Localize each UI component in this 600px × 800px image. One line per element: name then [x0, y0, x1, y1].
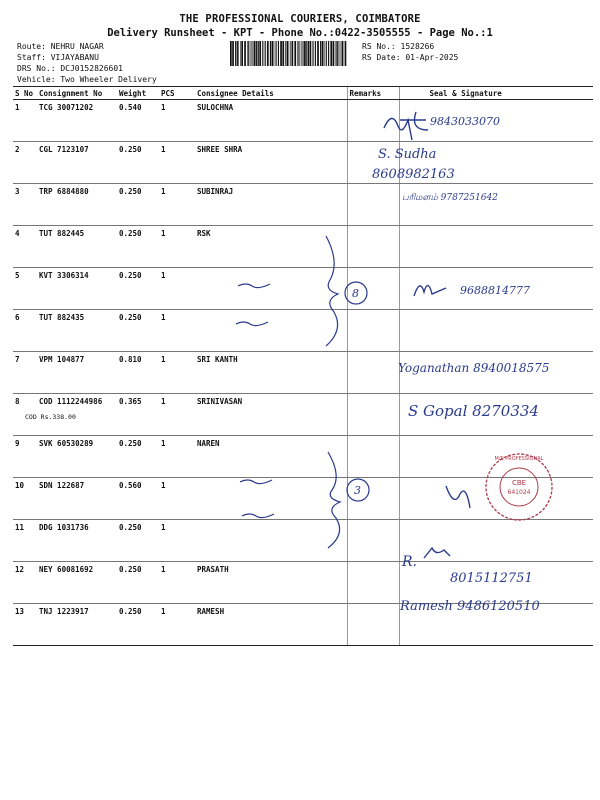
- consignment-value: TRP 6884880: [39, 187, 89, 196]
- sheet-subtitle: Delivery Runsheet - KPT - Phone No.:0422-3505555 - Page No.:1: [107, 27, 493, 39]
- pcs-value: 1: [161, 607, 166, 616]
- cell-consignee: [195, 520, 347, 562]
- table-header-row: [13, 87, 593, 100]
- handwritten-phone-row-2: 8608982163: [372, 167, 455, 182]
- cell-consignee: [195, 562, 347, 604]
- cell-weight: [117, 478, 159, 520]
- table-row: [13, 226, 593, 268]
- barcode-bar: [333, 41, 335, 66]
- cell-signature: [399, 478, 593, 520]
- consignee-value: SRI KANTH: [197, 355, 238, 364]
- barcode-bar: [287, 41, 288, 66]
- cell-signature: [399, 394, 593, 436]
- barcode-image: [230, 41, 348, 66]
- rs-number: RS No.: 1528266: [362, 42, 435, 51]
- table-row: [13, 478, 593, 520]
- barcode-bar: [278, 41, 279, 66]
- barcode-bar: [337, 41, 338, 66]
- sno-value: 12: [15, 565, 25, 574]
- barcode-bar: [254, 41, 256, 66]
- stamp-text-city: CBE: [511, 479, 527, 487]
- cell-pcs: [159, 562, 195, 604]
- barcode-bar: [253, 41, 254, 66]
- pcs-value: 1: [161, 397, 166, 406]
- table-row: [13, 562, 593, 604]
- pcs-value: 1: [161, 439, 166, 448]
- barcode-bar: [282, 41, 284, 66]
- cell-signature: [399, 520, 593, 562]
- barcode-bar: [306, 41, 307, 66]
- weight-value: 0.560: [119, 481, 142, 490]
- cell-weight: [117, 520, 159, 562]
- handwritten-text-row-3: பரிமளம் 9787251642: [402, 193, 498, 203]
- weight-value: 0.250: [119, 523, 142, 532]
- cell-sno: [13, 478, 37, 520]
- barcode-bar: [274, 41, 275, 66]
- barcode-bar: [310, 41, 312, 66]
- cell-consignee: [195, 394, 347, 436]
- consignment-value: SDN 122687: [39, 481, 85, 490]
- circled-count-text-2: 3: [354, 484, 361, 497]
- barcode-bar: [230, 41, 232, 66]
- cod-amount: COD Rs.338.00: [25, 413, 76, 421]
- cell-consignment: [25, 394, 117, 436]
- barcode-bar: [320, 41, 321, 66]
- cell-pcs: [159, 268, 195, 310]
- consignee-value: SULOCHNA: [197, 103, 234, 112]
- cell-pcs: [159, 310, 195, 352]
- cell-signature: [399, 310, 593, 352]
- consignment-value: SVK 60530289: [39, 439, 94, 448]
- sno-value: 8: [15, 397, 20, 406]
- cell-consignment: [37, 100, 117, 142]
- consignee-value: RSK: [197, 229, 211, 238]
- consignment-value: DDG 1031736: [39, 523, 89, 532]
- cell-weight: [117, 310, 159, 352]
- table-row: [13, 394, 593, 436]
- handwritten-phone-row-1: 9843033070: [430, 115, 500, 128]
- consignment-value: TCG 30071202: [39, 103, 94, 112]
- cell-consignment: [37, 142, 117, 184]
- barcode-bar: [235, 41, 236, 66]
- cell-pcs: [159, 100, 195, 142]
- barcode-bar: [241, 41, 243, 66]
- barcode-bar: [238, 41, 239, 66]
- barcode-bar: [302, 41, 303, 66]
- cell-weight: [117, 604, 159, 646]
- cell-consignment: [37, 562, 117, 604]
- barcode-bar: [297, 41, 298, 66]
- vehicle-text: Vehicle: Two Wheeler Delivery: [17, 75, 157, 84]
- cell-pcs: [159, 184, 195, 226]
- cell-signature: [399, 352, 593, 394]
- cell-pcs: [159, 478, 195, 520]
- handwritten-text-row-13: Ramesh 9486120510: [400, 599, 540, 614]
- header-sno: S No: [13, 87, 37, 100]
- barcode-bar: [303, 41, 304, 66]
- cell-consignment: [37, 226, 117, 268]
- sno-value: 10: [15, 481, 25, 490]
- barcode-bar: [304, 41, 306, 66]
- cell-consignment: [37, 268, 117, 310]
- cell-remarks: [347, 562, 399, 604]
- cell-remarks: [347, 436, 399, 478]
- header-consignee: Consignee Details: [195, 87, 347, 100]
- barcode-bar: [259, 41, 261, 66]
- pcs-value: 1: [161, 271, 166, 280]
- cell-sno: [13, 562, 37, 604]
- barcode-bar: [341, 41, 342, 66]
- consignment-value: TNJ 1223917: [39, 607, 89, 616]
- barcode-bar: [328, 41, 329, 66]
- sheet-title: THE PROFESSIONAL COURIERS, COIMBATORE: [179, 13, 421, 25]
- barcode-bar: [280, 41, 282, 66]
- cell-consignee: [195, 100, 347, 142]
- consignment-value: VPM 104877: [39, 355, 85, 364]
- weight-value: 0.250: [119, 565, 142, 574]
- cell-sno: [13, 142, 37, 184]
- weight-value: 0.810: [119, 355, 142, 364]
- barcode-bar: [265, 41, 266, 66]
- barcode-bar: [330, 41, 332, 66]
- header-signature: Seal & Signature: [399, 87, 593, 100]
- header-consignment: Consignment No: [37, 87, 117, 100]
- table-row: [13, 604, 593, 646]
- cell-sno: [13, 520, 37, 562]
- sno-value: 5: [15, 271, 20, 280]
- pcs-value: 1: [161, 145, 166, 154]
- pcs-value: 1: [161, 523, 166, 532]
- cell-pcs: [159, 352, 195, 394]
- barcode-bar: [276, 41, 277, 66]
- consignee-value: RAMESH: [197, 607, 225, 616]
- consignee-value: SUBINRAJ: [197, 187, 234, 196]
- weight-value: 0.540: [119, 103, 142, 112]
- cell-sno: [13, 100, 37, 142]
- cell-sno: [13, 310, 37, 352]
- runsheet-table: [13, 86, 593, 646]
- cell-remarks: [347, 520, 399, 562]
- cell-consignment: [37, 184, 117, 226]
- sno-value: 4: [15, 229, 20, 238]
- header-pcs: PCS: [159, 87, 195, 100]
- cell-consignment: [37, 310, 117, 352]
- cell-remarks: [347, 394, 399, 436]
- runsheet-info-left: [17, 41, 157, 85]
- cell-remarks: [347, 268, 399, 310]
- table-row: [13, 310, 593, 352]
- consignment-value: COD 1112244986: [39, 397, 103, 406]
- table-row: [13, 184, 593, 226]
- cell-signature: [399, 184, 593, 226]
- cell-consignment: [37, 478, 117, 520]
- consignment-value: KVT 3306314: [39, 271, 89, 280]
- handwritten-text-row-8: S Gopal 8270334: [408, 402, 539, 420]
- rs-date: RS Date: 01-Apr-2025: [362, 53, 459, 62]
- barcode-bar: [294, 41, 296, 66]
- barcode-bar: [298, 41, 299, 66]
- cell-remarks: [347, 604, 399, 646]
- consignee-value: SRINIVASAN: [197, 397, 243, 406]
- cell-consignment: [37, 352, 117, 394]
- pcs-value: 1: [161, 187, 166, 196]
- cell-signature: [399, 562, 593, 604]
- barcode-bar: [244, 41, 246, 66]
- barcode-bar: [326, 41, 327, 66]
- barcode-bar: [256, 41, 257, 66]
- route-text: Route: NEHRU NAGAR: [17, 42, 104, 51]
- header-weight: Weight: [117, 87, 159, 100]
- handwritten-initial-row-12: R.: [402, 554, 417, 570]
- cell-pcs: [159, 226, 195, 268]
- drs-number: DRS No.: DCJ0152826601: [17, 64, 123, 73]
- barcode-bar: [317, 41, 319, 66]
- barcode-bar: [345, 41, 347, 66]
- cell-weight: [117, 352, 159, 394]
- cell-consignee: [195, 436, 347, 478]
- barcode-bar: [308, 41, 309, 66]
- cell-consignment: [37, 604, 117, 646]
- cell-remarks: [347, 184, 399, 226]
- weight-value: 0.365: [119, 397, 142, 406]
- barcode-bar: [237, 41, 238, 66]
- barcode-bar: [324, 41, 325, 66]
- stamp-text-pin: 641024: [507, 489, 531, 496]
- barcode-bar: [240, 41, 241, 66]
- cell-weight: [117, 184, 159, 226]
- cell-remarks: [347, 310, 399, 352]
- barcode-bar: [272, 41, 274, 66]
- cell-signature: [399, 100, 593, 142]
- cell-weight: [117, 436, 159, 478]
- cell-sno: [13, 352, 37, 394]
- cell-consignee: [195, 142, 347, 184]
- handwritten-phone-row-12: 8015112751: [450, 571, 533, 586]
- table-row: [13, 520, 593, 562]
- cell-signature: [399, 226, 593, 268]
- barcode-bar: [252, 41, 253, 66]
- barcode-bar: [248, 41, 249, 66]
- table-row: [13, 352, 593, 394]
- cell-consignment: [37, 436, 117, 478]
- cell-weight: [117, 394, 159, 436]
- barcode-bar: [289, 41, 290, 66]
- consignee-value: SHREE SHRA: [197, 145, 243, 154]
- table-row: [13, 268, 593, 310]
- cell-signature: [399, 436, 593, 478]
- pcs-value: 1: [161, 355, 166, 364]
- staff-text: Staff: VIJAYABANU: [17, 53, 99, 62]
- barcode-bar: [315, 41, 316, 66]
- pcs-value: 1: [161, 103, 166, 112]
- consignment-value: CGL 7123107: [39, 145, 89, 154]
- cell-consignee: [195, 226, 347, 268]
- table-row: [13, 142, 593, 184]
- cell-remarks: [347, 478, 399, 520]
- cell-pcs: [159, 520, 195, 562]
- barcode-bar: [336, 41, 337, 66]
- pcs-value: 1: [161, 481, 166, 490]
- stamp-text-top: M/S PROFESSIONAL: [494, 456, 544, 462]
- barcode-bar: [292, 41, 294, 66]
- cell-consignment: [37, 520, 117, 562]
- barcode-bar: [247, 41, 248, 66]
- sno-value: 1: [15, 103, 20, 112]
- runsheet-info-right: [362, 41, 458, 63]
- table-body: [13, 100, 593, 646]
- cell-consignee: [195, 478, 347, 520]
- cell-signature: [399, 268, 593, 310]
- cell-sno: [13, 226, 37, 268]
- sno-value: 7: [15, 355, 20, 364]
- pcs-value: 1: [161, 229, 166, 238]
- barcode-bar: [312, 41, 313, 66]
- cell-consignee: [195, 184, 347, 226]
- consignment-value: TUT 882445: [39, 229, 85, 238]
- table-row: [13, 436, 593, 478]
- handwritten-phone-row-5: 9688814777: [460, 284, 530, 297]
- barcode-bar: [301, 41, 302, 66]
- cell-remarks: [347, 100, 399, 142]
- sno-value: 9: [15, 439, 20, 448]
- barcode-bar: [290, 41, 291, 66]
- weight-value: 0.250: [119, 145, 142, 154]
- cell-consignee: [195, 268, 347, 310]
- consignee-value: PRASATH: [197, 565, 229, 574]
- cell-consignee: [195, 310, 347, 352]
- cell-consignee: [195, 604, 347, 646]
- sno-value: 6: [15, 313, 20, 322]
- cell-sno: [13, 436, 37, 478]
- circled-count-text-1: 8: [352, 287, 359, 300]
- sno-value: 2: [15, 145, 20, 154]
- cell-remarks: [347, 142, 399, 184]
- weight-value: 0.250: [119, 439, 142, 448]
- cell-consignee: [195, 352, 347, 394]
- barcode-bar: [342, 41, 344, 66]
- sno-value: 3: [15, 187, 20, 196]
- consignee-value: NAREN: [197, 439, 220, 448]
- barcode-bar: [322, 41, 324, 66]
- cell-signature: [399, 604, 593, 646]
- weight-value: 0.250: [119, 271, 142, 280]
- cell-remarks: [347, 352, 399, 394]
- pcs-value: 1: [161, 565, 166, 574]
- cell-sno: [13, 604, 37, 646]
- barcode-bar: [285, 41, 286, 66]
- handwritten-name-row-2: S. Sudha: [378, 147, 437, 162]
- table-row: [13, 100, 593, 142]
- cell-weight: [117, 100, 159, 142]
- barcode-bar: [258, 41, 259, 66]
- barcode-bar: [232, 41, 234, 66]
- barcode-bar: [270, 41, 271, 66]
- barcode-bar: [251, 41, 252, 66]
- cell-remarks: [347, 226, 399, 268]
- barcode-bar: [339, 41, 340, 66]
- barcode-bar: [267, 41, 269, 66]
- weight-value: 0.250: [119, 313, 142, 322]
- cell-weight: [117, 268, 159, 310]
- cell-pcs: [159, 604, 195, 646]
- cell-sno: [13, 184, 37, 226]
- cell-pcs: [159, 394, 195, 436]
- sno-value: 11: [15, 523, 25, 532]
- cell-weight: [117, 562, 159, 604]
- consignment-value: NEY 60081692: [39, 565, 94, 574]
- weight-value: 0.250: [119, 229, 142, 238]
- barcode-bar: [262, 41, 263, 66]
- cell-weight: [117, 226, 159, 268]
- consignment-value: TUT 882435: [39, 313, 85, 322]
- cell-pcs: [159, 142, 195, 184]
- cell-pcs: [159, 436, 195, 478]
- cell-sno: [13, 268, 37, 310]
- weight-value: 0.250: [119, 187, 142, 196]
- header-remarks: Remarks: [347, 87, 399, 100]
- weight-value: 0.250: [119, 607, 142, 616]
- pcs-value: 1: [161, 313, 166, 322]
- handwritten-text-row-7: Yoganathan 8940018575: [398, 361, 550, 375]
- cell-signature: [399, 142, 593, 184]
- cell-weight: [117, 142, 159, 184]
- sno-value: 13: [15, 607, 25, 616]
